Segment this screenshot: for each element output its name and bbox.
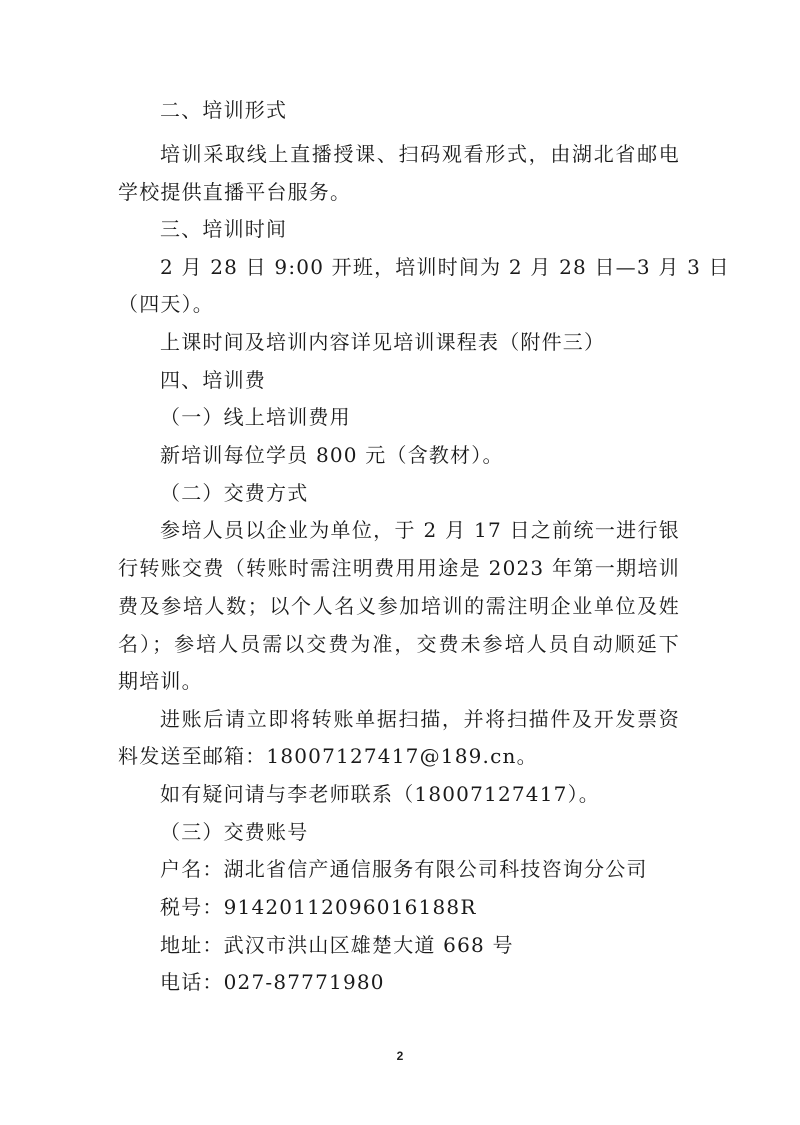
paragraph-line: 参培人员以企业为单位，于 2 月 17 日之前统一进行银 xyxy=(160,518,680,542)
paragraph-line: 行转账交费（转账时需注明费用用途是 2023 年第一期培训 xyxy=(118,556,680,580)
paragraph-line: 新培训每位学员 800 元（含教材）。 xyxy=(160,443,504,467)
address: 地址：武汉市洪山区雄楚大道 668 号 xyxy=(160,933,514,957)
paragraph-line: 培训采取线上直播授课、扫码观看形式，由湖北省邮电 xyxy=(160,142,680,166)
paragraph-line: 费及参培人数；以个人名义参加培训的需注明企业单位及姓 xyxy=(118,594,680,618)
page-number: 2 xyxy=(396,1049,404,1063)
paragraph-line: 上课时间及培训内容详见培训课程表（附件三） xyxy=(160,330,606,354)
paragraph-line-contact: 如有疑问请与李老师联系（18007127417）。 xyxy=(160,782,600,806)
section-heading-training-fee: 四、培训费 xyxy=(160,368,266,392)
phone-number: 电话：027-87771980 xyxy=(160,970,385,994)
paragraph-line-email: 料发送至邮箱：18007127417@189.cn。 xyxy=(118,744,538,768)
account-name: 户名：湖北省信产通信服务有限公司科技咨询分公司 xyxy=(160,857,648,881)
paragraph-line: （四天）。 xyxy=(118,292,214,316)
paragraph-line: 名）；参培人员需以交费为准，交费未参培人员自动顺延下 xyxy=(118,632,680,656)
paragraph-line: 2 月 28 日 9:00 开班，培训时间为 2 月 28 日—3 月 3 日 xyxy=(160,255,730,279)
subsection-heading-payment-account: （三）交费账号 xyxy=(160,820,309,844)
paragraph-line: 期培训。 xyxy=(118,669,203,693)
tax-number: 税号：91420112096016188R xyxy=(160,895,477,919)
paragraph-line: 学校提供直播平台服务。 xyxy=(118,180,352,204)
subsection-heading-online-fee: （一）线上培训费用 xyxy=(160,405,351,429)
section-heading-training-time: 三、培训时间 xyxy=(160,217,288,241)
subsection-heading-payment-method: （二）交费方式 xyxy=(160,481,309,505)
paragraph-line: 进账后请立即将转账单据扫描，并将扫描件及开发票资 xyxy=(160,707,680,731)
section-heading-training-form: 二、培训形式 xyxy=(160,98,288,122)
